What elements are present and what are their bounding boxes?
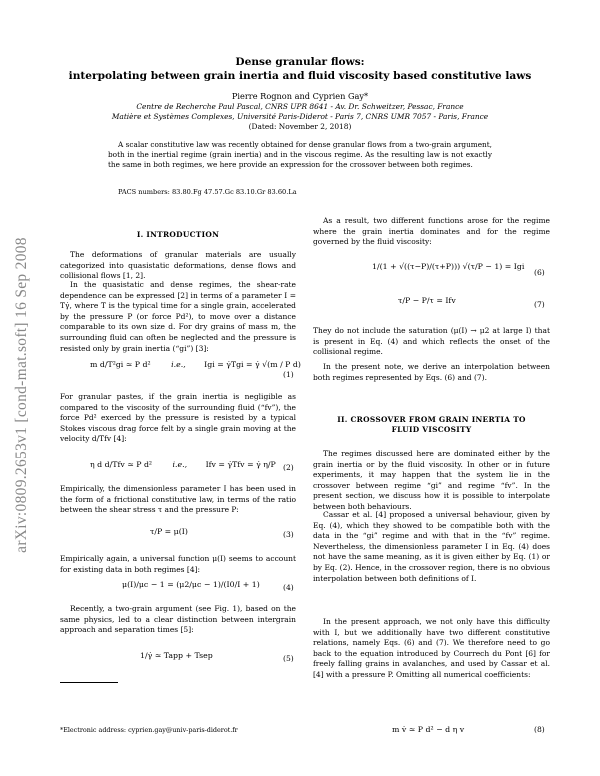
right-paragraph-5 bbox=[313, 510, 550, 584]
eq7-number: (7) bbox=[534, 300, 545, 309]
eq4-number: (4) bbox=[283, 583, 294, 592]
intro-paragraph-6 bbox=[60, 604, 296, 636]
intro-paragraph-4 bbox=[60, 484, 296, 516]
right-paragraph-4 bbox=[313, 449, 550, 513]
eq2-rhs: Ifv = γ̇Tfv = γ̇ η/P bbox=[205, 460, 276, 469]
right-p6: In the present approach, we not only have this difficulty with I, but we additionally have two different constitutive relations, namely Eqs. (6) and (7). We therefore need to go back to the equation introduced by Courrech du Pont [6] for freely falling grains in avalanches, and used by Cassar et al. [4] with a pressure P. Omitting all numerical coefficients: bbox=[313, 617, 550, 679]
equation-8: m v̇ ≃ P d² − d η v bbox=[392, 725, 465, 734]
equation-6: 1/(1 + √((τ−P)/(τ+P))) √(τ/P − 1) = Igi bbox=[372, 262, 525, 271]
eq1-number: (1) bbox=[283, 370, 294, 379]
eq3-number: (3) bbox=[283, 530, 294, 539]
eq2-lhs: η d d/Tfv ≃ P d² bbox=[90, 460, 153, 469]
right-paragraph-3 bbox=[313, 362, 550, 383]
section-2-heading-line1: II. CROSSOVER FROM GRAIN INERTIA TO bbox=[337, 415, 526, 424]
right-paragraph-1 bbox=[313, 216, 550, 248]
affiliation-1: Centre de Recherche Paul Pascal, CNRS UPR 8641 - Av. Dr. Schweitzer, Pessac, France bbox=[136, 102, 464, 111]
abstract: A scalar constitutive law was recently obtained for dense granular flows from a two-grain argument, both in the inertial regime (grain inertia) and in the viscous regime. As the resulting law is not exactly the same in both regimes, we here provide an expression for the crossover between both regimes. bbox=[108, 140, 492, 170]
authors: Pierre Rognon and Cyprien Gay* bbox=[231, 91, 369, 101]
eq1-lhs: m d/T²gi ≃ P d² bbox=[90, 360, 151, 369]
equation-7: τ/P − P/τ = Ifv bbox=[398, 296, 456, 305]
right-p2: They do not include the saturation (μ(I) → μ2 at large I) that is present in Eq. (4) and which reflects the onset of the collisional regime. bbox=[313, 326, 550, 357]
right-p1: As a result, two different functions arose for the regime where the grain inertia dominates and for the regime governed by the fluid viscosity: bbox=[313, 216, 550, 247]
eq1-rhs: Igi = γ̇Tgi = γ̇ √(m / P d) bbox=[204, 360, 301, 369]
intro-p2: In the quasistatic and dense regimes, the shear-rate dependence can be expressed [2] in terms of a parameter I = Tγ̇, where T is the typical time for a single grain, accelerated by the pressure P (or force Pd²), to move over a distance comparable to its own size d. For dry grains of mass m, the surrounding fluid can often be neglected and the pressure is resisted only by grain inertia (“gi”) [3]: bbox=[60, 280, 296, 353]
right-p5: Cassar et al. [4] proposed a universal behaviour, given by Eq. (4), which they showed to be compatible both with the data in the “gi” regime and with that in the “fv” regime. Nevertheless, the dimensionless parameter I in Eq. (4) does not have the same meaning, as it is given either by Eq. (1) or by Eq. (2). Hence, in the crossover region, there is no obvious interpolation between both definitions of I. bbox=[313, 510, 550, 583]
right-paragraph-6 bbox=[313, 617, 550, 681]
equation-3: τ/P = μ(I) bbox=[150, 527, 188, 536]
intro-paragraph-3 bbox=[60, 392, 296, 445]
footnote-rule bbox=[60, 682, 118, 683]
equation-2 bbox=[90, 460, 280, 469]
intro-p1: The deformations of granular materials are usually categorized into quasistatic deformations, dense flows and collisional flows [1, 2]. bbox=[60, 250, 296, 281]
paper-title-line1: Dense granular flows: bbox=[235, 56, 365, 68]
right-p4: The regimes discussed here are dominated either by the grain inertia or by the fluid viscosity. In other or in future experiments, it may happen that the system lie in the crossover between regime “gi” and regime “fv”. In the present section, we discuss how it is possible to interpolate between both behaviours. bbox=[313, 449, 550, 511]
paper-title-line2: interpolating between grain inertia and fluid viscosity based constitutive laws bbox=[68, 70, 532, 82]
intro-p6: Recently, a two-grain argument (see Fig. 1), based on the same physics, led to a clear distinction between intergrain approach and separation times [5]: bbox=[60, 604, 296, 635]
intro-paragraph-2 bbox=[60, 280, 296, 354]
arxiv-sidebar bbox=[2, 180, 42, 610]
equation-4: μ(I)/μc − 1 = (μ2/μc − 1)/(I0/I + 1) bbox=[122, 580, 260, 589]
eq8-number: (8) bbox=[534, 725, 545, 734]
pacs-numbers: PACS numbers: 83.80.Fg 47.57.Gc 83.10.Gr 83.60.La bbox=[118, 188, 297, 196]
right-paragraph-2 bbox=[313, 326, 550, 358]
intro-p3: For granular pastes, if the grain inertia is negligible as compared to the viscosity of the surrounding fluid (“fv”), the force Pd² exerced by the pressure is resisted by a typical Stokes viscous drag force felt by a single grain moving at the velocity d/Tfv [4]: bbox=[60, 392, 296, 444]
intro-p4: Empirically, the dimensionless parameter I has been used in the form of a frictional constitutive law, in terms of the ratio between the shear stress τ and the pressure P: bbox=[60, 484, 296, 515]
date-line: (Dated: November 2, 2018) bbox=[248, 122, 352, 131]
eq5-number: (5) bbox=[283, 654, 294, 663]
eq2-number: (2) bbox=[283, 463, 294, 472]
equation-1 bbox=[90, 360, 301, 369]
eq6-number: (6) bbox=[534, 268, 545, 277]
equation-5: 1/γ̇ ≃ Tapp + Tsep bbox=[140, 651, 213, 660]
affiliation-2: Matière et Systèmes Complexes, Université Paris-Diderot - Paris 7, CNRS UMR 7057 - Paris, France bbox=[111, 112, 489, 121]
intro-paragraph-5 bbox=[60, 554, 296, 575]
intro-paragraph-1 bbox=[60, 250, 296, 282]
arxiv-id: arXiv:0809.2653v1 [cond-mat.soft] 16 Sep 2008 bbox=[13, 237, 30, 553]
footnote: *Electronic address: cyprien.gay@univ-paris-diderot.fr bbox=[60, 726, 238, 734]
intro-p5: Empirically again, a universal function μ(I) seems to account for existing data in both regimes [4]: bbox=[60, 554, 296, 574]
eq1-ie: i.e., bbox=[171, 360, 186, 369]
right-p3: In the present note, we derive an interpolation between both regimes represented by Eqs. (6) and (7). bbox=[313, 362, 550, 382]
eq2-ie: i.e., bbox=[172, 460, 188, 469]
section-1-heading: I. INTRODUCTION bbox=[136, 230, 220, 239]
section-2-heading-line2: FLUID VISCOSITY bbox=[391, 425, 472, 434]
